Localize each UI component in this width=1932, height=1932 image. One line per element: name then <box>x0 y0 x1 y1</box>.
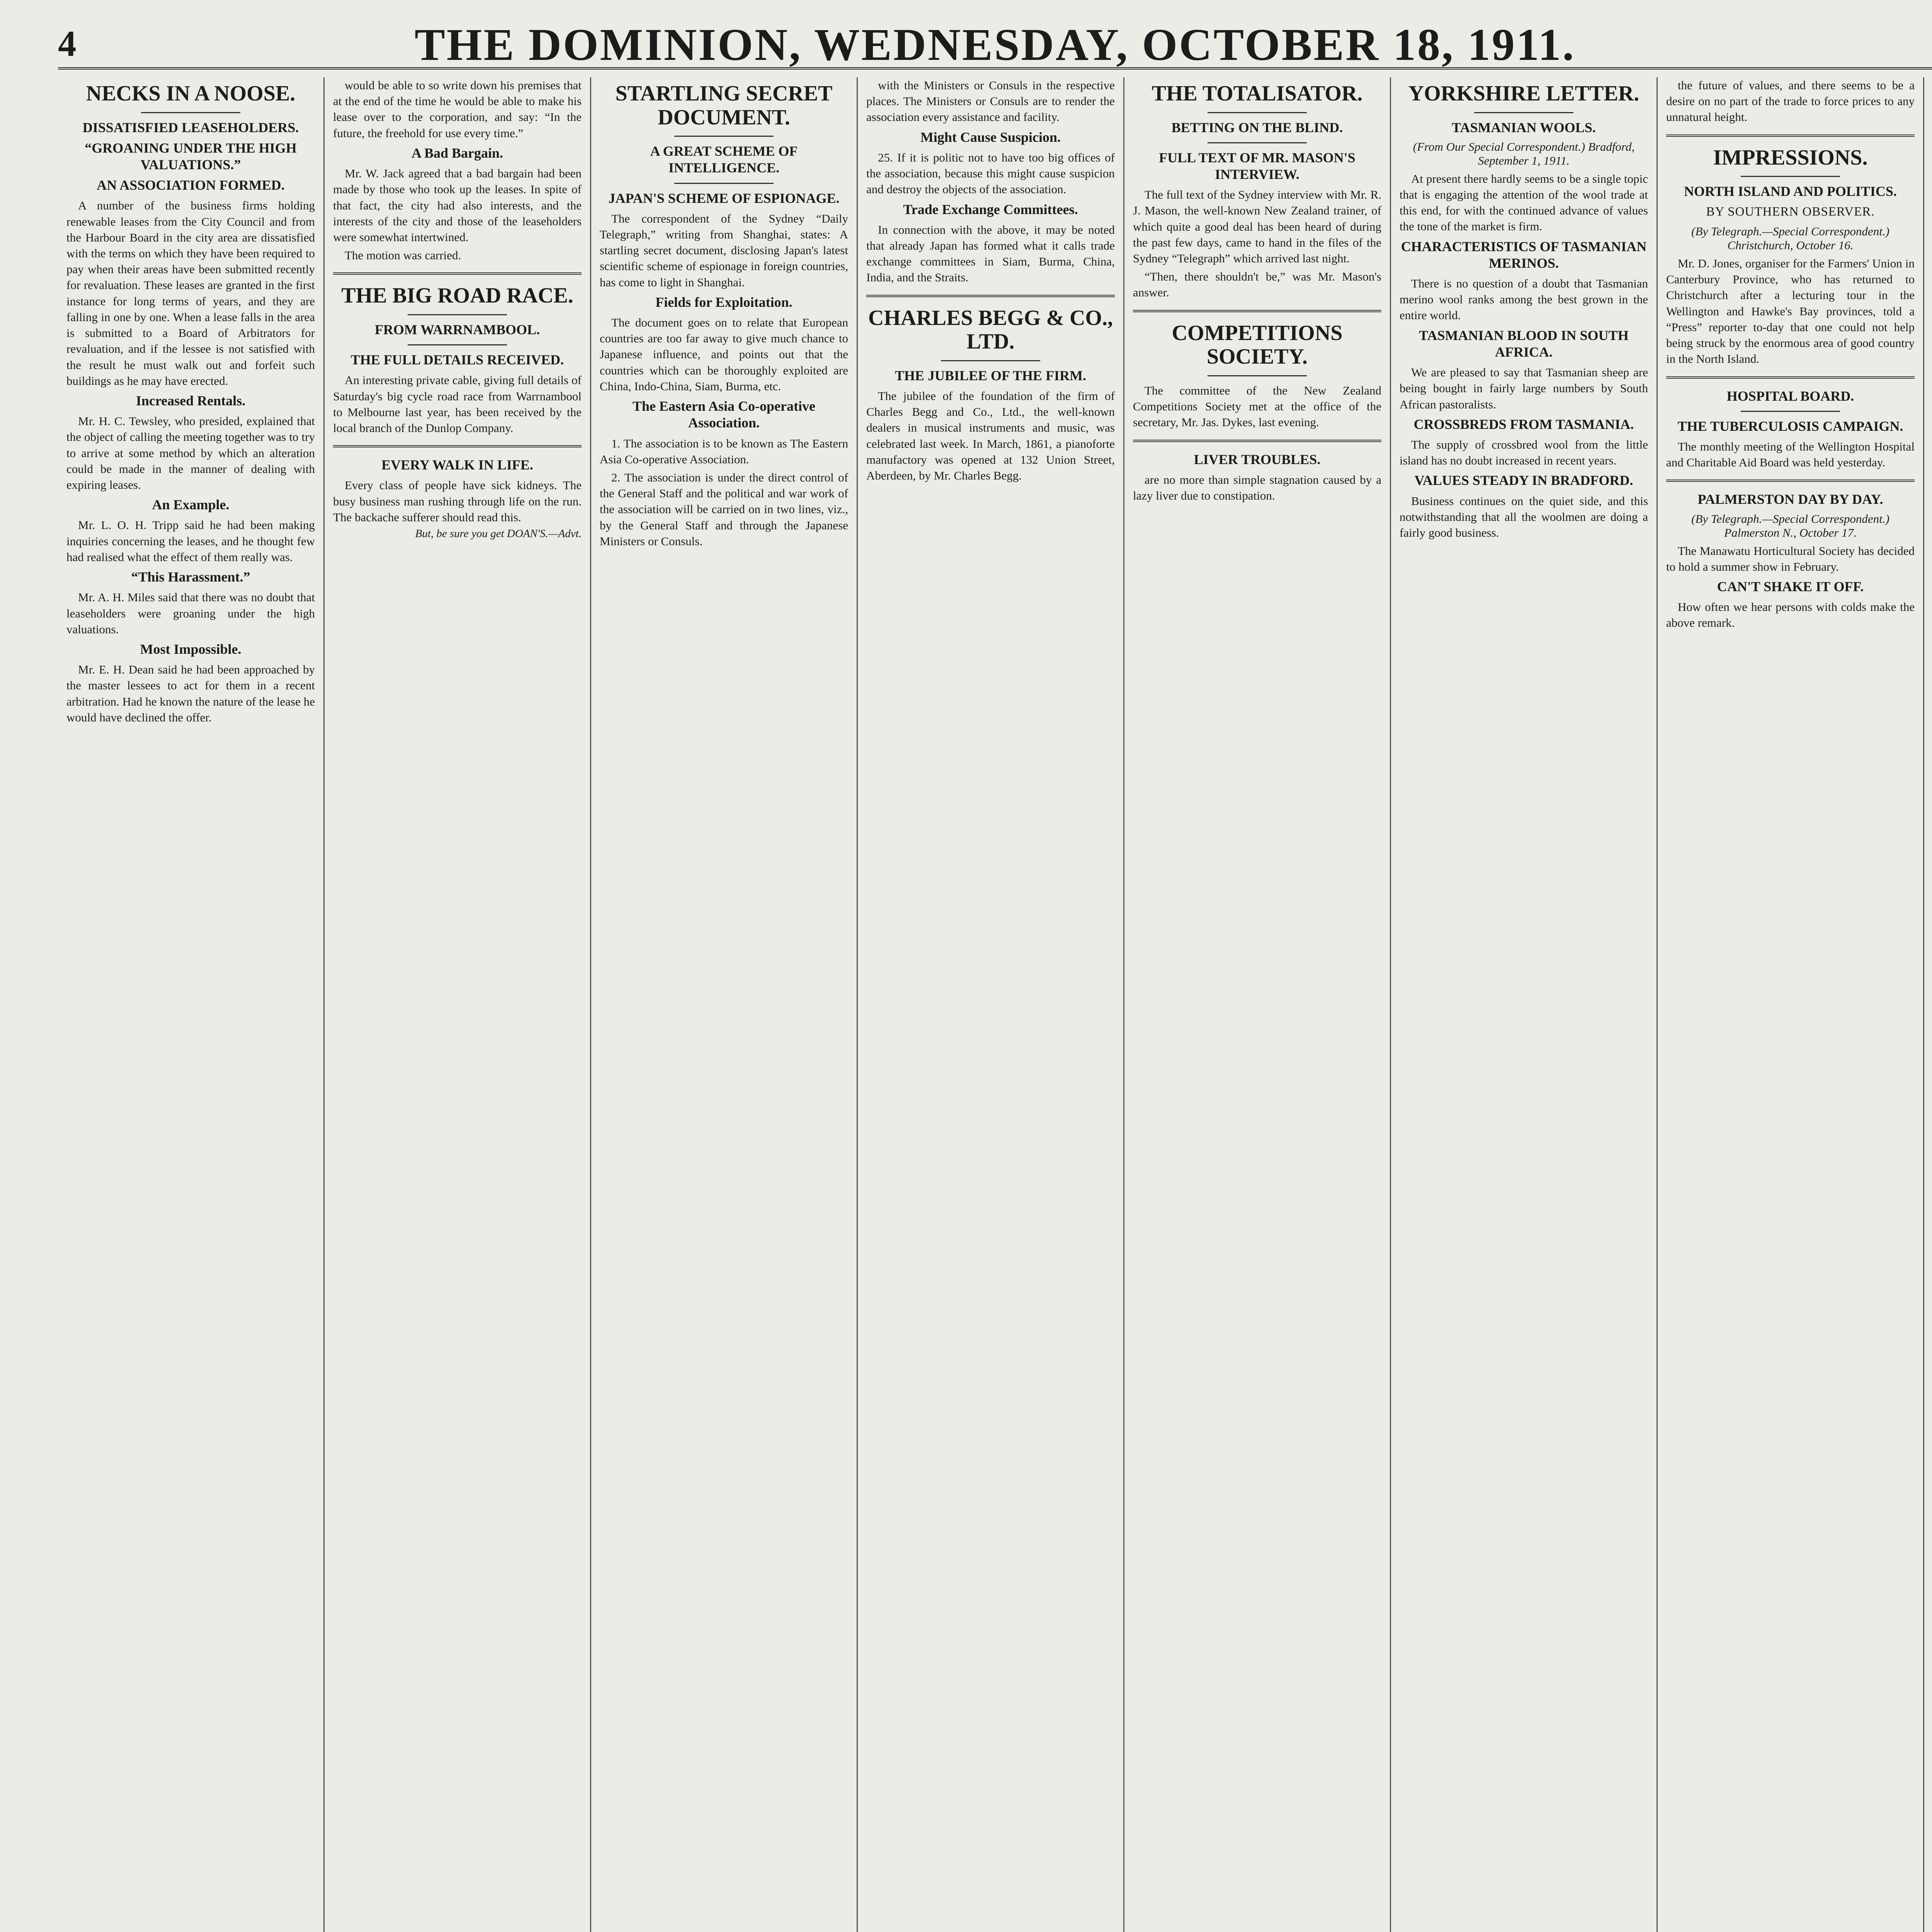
short-rule <box>141 112 240 113</box>
article-subheading: DISSATISFIED LEASEHOLDERS. <box>82 119 299 135</box>
article-subheading: Increased Rentals. <box>136 393 246 408</box>
article-paragraph: In connection with the above, it may be noted that already Japan has formed what it calls trade exchange committees in Siam, Burma, China, India, and the Straits. <box>866 223 1115 284</box>
short-rule <box>674 136 774 137</box>
article-subheading: CHARACTERISTICS OF TASMANIAN MERINOS. <box>1401 238 1647 271</box>
article-subheading: NORTH ISLAND AND POLITICS. <box>1684 184 1897 199</box>
article-headline: CHARLES BEGG & CO., LTD. <box>868 306 1113 354</box>
newspaper-title: THE DOMINION, WEDNESDAY, OCTOBER 18, 1911. <box>415 19 1575 70</box>
short-rule <box>941 360 1040 361</box>
column-7 <box>1658 77 1924 1932</box>
article-paragraph: would be able to so write down his premises that at the end of the time he would be able to make his lease over to the corporation, and say: “In the future, the freehold for use every time.” <box>333 78 582 140</box>
column-5 <box>1124 77 1391 1932</box>
article-subheading: THE TUBERCULOSIS CAMPAIGN. <box>1677 418 1903 434</box>
article-paragraph: the future of values, and there seems to be a desire on no part of the trade to force prices to any unnatural height. <box>1666 78 1915 124</box>
article-headline: THE BIG ROAD RACE. <box>341 284 573 308</box>
article-paragraph: Business continues on the quiet side, and this notwithstanding that all the woolmen are doing a fairly good business. <box>1400 494 1648 539</box>
section-divider <box>1133 440 1381 442</box>
article-headline: YORKSHIRE LETTER. <box>1408 82 1639 105</box>
article-subheading: EVERY WALK IN LIFE. <box>381 457 533 473</box>
article-paragraph: The monthly meeting of the Wellington Hospital and Charitable Aid Board was held yesterday. <box>1666 439 1915 469</box>
article-subheading: “GROANING UNDER THE HIGH VALUATIONS.” <box>85 140 297 172</box>
article-headline: NECKS IN A NOOSE. <box>86 82 296 105</box>
short-rule <box>1208 375 1307 376</box>
article-byline: (By Telegraph.—Special Correspondent.) Palmerston N., October 17. <box>1691 512 1889 539</box>
article-subheading: TASMANIAN BLOOD IN SOUTH AFRICA. <box>1419 327 1629 360</box>
masthead <box>58 15 1932 70</box>
article-paragraph: The committee of the New Zealand Competitions Society met at the office of the secretary, Mr. Jas. Dykes, last evening. <box>1133 383 1381 429</box>
article-paragraph: “Then, there shouldn't be,” was Mr. Mason's answer. <box>1133 270 1381 299</box>
article-subheading: LIVER TROUBLES. <box>1194 451 1321 467</box>
advertisement-text: But, be sure you get DOAN'S.—Advt. <box>415 527 582 540</box>
article-subheading: HOSPITAL BOARD. <box>1726 388 1854 404</box>
article-paragraph: The document goes on to relate that European countries are too far away to give much chance to Japanese influence, and points out that the countries which can be thoroughly exploited are China, Indo-China, Siam, Burma, etc. <box>600 316 848 393</box>
article-subheading: The Eastern Asia Co-operative Association. <box>633 398 815 431</box>
column-1 <box>58 77 325 1932</box>
article-headline: COMPETITIONS SOCIETY. <box>1172 321 1343 369</box>
article-subheading: An Example. <box>152 497 230 513</box>
short-rule <box>408 344 507 345</box>
article-paragraph: Mr. E. H. Dean said he had been approached by the master lessees to act for them in a recent arbitration. Had he known the nature of the lease he would have declined the offer. <box>66 663 315 724</box>
article-paragraph: The Manawatu Horticultural Society has decided to hold a summer show in February. <box>1666 544 1915 573</box>
article-subheading: Most Impossible. <box>140 641 242 657</box>
article-subheading: AN ASSOCIATION FORMED. <box>97 177 285 193</box>
article-paragraph: We are pleased to say that Tasmanian sheep are being bought in fairly large numbers by South African pastoralists. <box>1400 366 1648 411</box>
article-subheading: BETTING ON THE BLIND. <box>1171 119 1343 135</box>
article-subheading: CROSSBREDS FROM TASMANIA. <box>1413 416 1634 432</box>
article-paragraph: with the Ministers or Consuls in the respective places. The Ministers or Consuls are to render the association every assistance and facility. <box>866 78 1115 124</box>
article-subheading: Fields for Exploitation. <box>655 294 793 310</box>
section-divider <box>866 295 1115 297</box>
page-number: 4 <box>58 23 77 64</box>
article-paragraph: Mr. A. H. Miles said that there was no doubt that leaseholders were groaning under the high valuations. <box>66 590 315 636</box>
short-rule <box>408 314 507 315</box>
column-3 <box>591 77 858 1932</box>
short-rule <box>1474 112 1573 113</box>
column-8 <box>1924 77 1932 1932</box>
article-paragraph: The full text of the Sydney interview with Mr. R. J. Mason, the well-known New Zealand trainer, of which quite a good deal has been heard of during the past few days, came to hand in the files of the Sydney “Telegraph” which arrived last night. <box>1133 188 1381 265</box>
article-paragraph: The supply of crossbred wool from the little island has no doubt increased in recent years. <box>1400 437 1648 468</box>
article-paragraph: The correspondent of the Sydney “Daily Telegraph,” writing from Shanghai, states: A startling secret document, disclosing Japan's latest scientific scheme of espionage in foreign countries, has come to light in Shanghai. <box>600 211 848 289</box>
article-subheading: JAPAN'S SCHEME OF ESPIONAGE. <box>608 190 840 206</box>
column-4 <box>858 77 1124 1932</box>
article-subheading: A Bad Bargain. <box>411 145 503 161</box>
article-paragraph: 2. The association is under the direct control of the General Staff and the political and war work of the association will be carried on in two lines, viz., by the General Staff and through the Japanese Ministers or Consuls. <box>600 470 848 548</box>
article-paragraph: 1. The association is to be known as The Eastern Asia Co-operative Association. <box>600 436 848 466</box>
article-subheading: Trade Exchange Committees. <box>903 201 1078 217</box>
short-rule <box>674 183 774 184</box>
short-rule <box>1208 142 1307 143</box>
section-divider <box>333 272 582 275</box>
article-subheading: “This Harassment.” <box>131 569 250 585</box>
article-subheading: VALUES STEADY IN BRADFORD. <box>1414 473 1633 488</box>
article-paragraph: Mr. L. O. H. Tripp said he had been making inquiries concerning the leases, and he thought few had realised what the effect of them really was. <box>66 518 315 564</box>
article-byline: (By Telegraph.—Special Correspondent.) Christchurch, October 16. <box>1691 224 1889 252</box>
short-rule <box>1741 411 1840 412</box>
section-divider <box>1666 480 1915 482</box>
article-subheading: FROM WARRNAMBOOL. <box>374 321 540 337</box>
section-divider <box>1666 376 1915 379</box>
article-author: BY SOUTHERN OBSERVER. <box>1706 205 1875 219</box>
article-paragraph: How often we hear persons with colds make the above remark. <box>1666 600 1915 630</box>
article-paragraph: At present there hardly seems to be a single topic that is engaging the attention of the wool trade at this end, for with the continued advance of values the tone of the market is firm. <box>1400 172 1648 233</box>
article-subheading: TASMANIAN WOOLS. <box>1452 119 1596 135</box>
article-headline: IMPRESSIONS. <box>1713 145 1868 170</box>
article-headline: THE TOTALISATOR. <box>1151 82 1363 105</box>
article-paragraph: There is no question of a doubt that Tasmanian merino wool ranks among the best grown in the entire world. <box>1400 277 1648 322</box>
article-paragraph: The motion was carried. <box>345 248 461 262</box>
article-paragraph: Mr. H. C. Tewsley, who presided, explained that the object of calling the meeting together was to try to arrive at some method by which an alteration could be made in the manner of dealing with expiring leases. <box>66 414 315 492</box>
article-paragraph: Mr. D. Jones, organiser for the Farmers' Union in Canterbury Province, who has returned to Christchurch after a lecturing tour in the Wellington and Hawke's Bay provinces, told a “Press” reporter to-day that one could not help being struck by the enormous area of good country in the North Island. <box>1666 257 1915 366</box>
article-subheading: FULL TEXT OF MR. MASON'S INTERVIEW. <box>1159 150 1355 182</box>
article-paragraph: A number of the business firms holding renewable leases from the City Council and from the Harbour Board in the city area are dissatisfied with the terms on which they have been required to pay when their areas have been submitted recently for revaluation. These leases are granted in the first instance for long terms of years, and they are falling in one by one. When a lease falls in the area is submitted to a Board of Arbitrators for revaluation, and if the lessee is not satisfied with the result he must walk out and forfeit such buildings as he may have erected. <box>66 199 315 388</box>
article-paragraph: Every class of people have sick kidneys. The busy business man rushing through life on the run. The backache sufferer should read this. <box>333 478 582 524</box>
column-2 <box>325 77 591 1932</box>
article-subheading: THE JUBILEE OF THE FIRM. <box>895 367 1087 383</box>
section-divider <box>1666 134 1915 137</box>
newspaper-columns <box>58 77 1932 1932</box>
column-6 <box>1391 77 1658 1932</box>
article-paragraph: An interesting private cable, giving full details of Saturday's big cycle road race from Warrnambool to Melbourne last year, has been received by the local branch of the Dunlop Company. <box>333 373 582 435</box>
article-paragraph: The jubilee of the foundation of the firm of Charles Begg and Co., Ltd., the well-known dealers in musical instruments and music, was celebrated last week. In March, 1861, a pianoforte manufactory was opened at 132 Union Street, Aberdeen, by Mr. Charles Begg. <box>866 389 1115 483</box>
article-subheading: PALMERSTON DAY BY DAY. <box>1697 492 1883 507</box>
article-subheading: A GREAT SCHEME OF INTELLIGENCE. <box>650 143 798 176</box>
section-divider <box>1133 310 1381 312</box>
article-subheading: THE FULL DETAILS RECEIVED. <box>350 352 564 368</box>
section-divider <box>333 445 582 447</box>
article-paragraph: 25. If it is politic not to have too big offices of the association, because this might cause suspicion and destroy the objects of the association. <box>866 150 1115 196</box>
short-rule <box>1741 176 1840 177</box>
article-subheading: Might Cause Suspicion. <box>920 129 1061 145</box>
short-rule <box>1208 112 1307 113</box>
article-paragraph: Mr. W. Jack agreed that a bad bargain had been made by those who took up the leases. In spite of that fact, the city had also interests, and the interests of the city and those of the leaseholders were somewhat intertwined. <box>333 167 582 244</box>
article-byline: (From Our Special Correspondent.) Bradford, September 1, 1911. <box>1413 139 1635 167</box>
article-subheading: CAN'T SHAKE IT OFF. <box>1717 579 1864 594</box>
article-headline: STARTLING SECRET DOCUMENT. <box>615 82 833 129</box>
article-paragraph: are no more than simple stagnation caused by a lazy liver due to constipation. <box>1133 473 1381 502</box>
